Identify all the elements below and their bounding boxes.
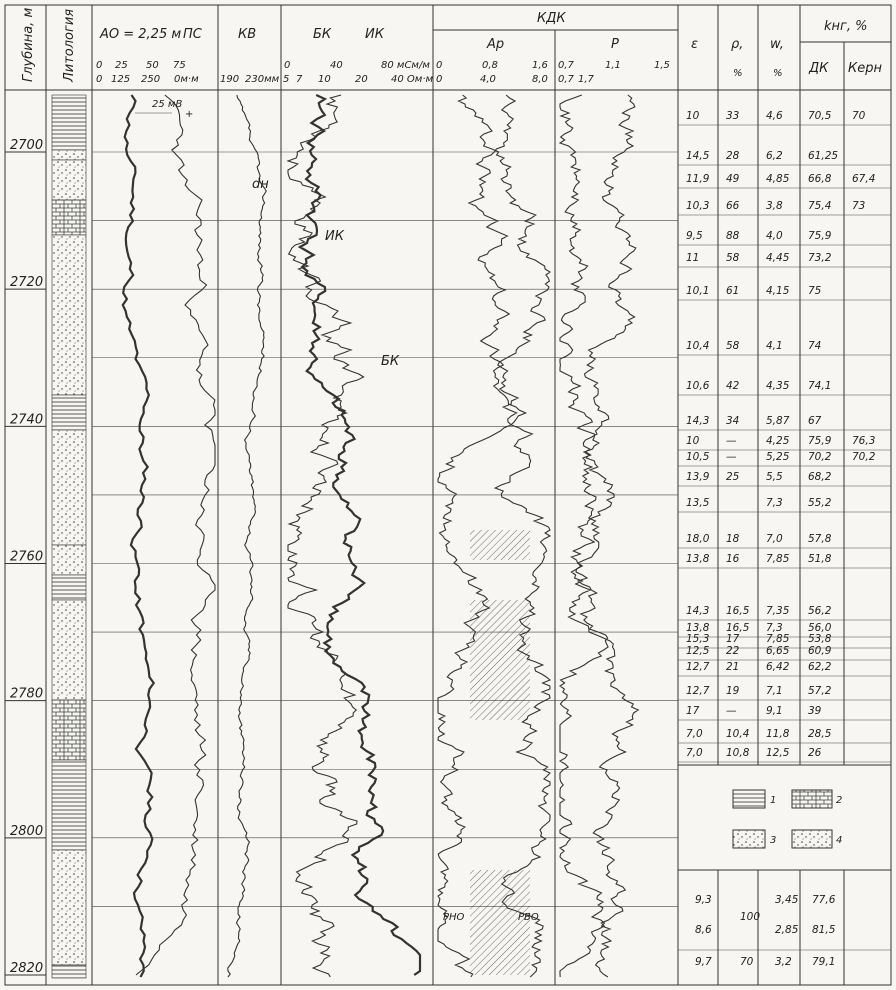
sp-tick: 250 — [141, 74, 161, 85]
depth-tick-label: 2800 — [10, 823, 44, 839]
dk-header: ДК — [809, 61, 829, 76]
table-row — [678, 728, 891, 743]
cell-rho: 70 — [740, 956, 754, 968]
cell-eps: 10,6 — [686, 380, 710, 392]
kern-header: Керн — [848, 61, 882, 76]
cell-eps: 11 — [686, 252, 700, 264]
ik-title: ИК — [365, 27, 384, 42]
sp-tick: 75 — [173, 60, 186, 71]
cell-dk: 57,8 — [808, 533, 832, 545]
bkik-tick: 7 — [296, 74, 303, 85]
bottom-table-row — [695, 956, 835, 968]
cell-eps: 18,0 — [686, 533, 710, 545]
cell-rho: — — [726, 451, 737, 463]
cell-w: 4,85 — [766, 173, 790, 185]
kng-header: kнг, % — [824, 19, 868, 34]
rvo-label: РВО — [518, 912, 539, 923]
cell-w: 7,1 — [766, 685, 783, 697]
w-header: w, — [770, 37, 784, 52]
rno-label: РНО — [443, 912, 465, 923]
cell-dk: 53,8 — [808, 633, 832, 645]
cell-rho: 33 — [726, 110, 740, 122]
cell-dk: 75,9 — [808, 230, 832, 242]
depth-tick-label: 2820 — [10, 961, 44, 976]
lithology-layer — [52, 160, 86, 200]
cell-w: 7,85 — [766, 633, 790, 645]
depth-labels — [10, 138, 43, 976]
sp-scale-top — [96, 60, 186, 71]
bkik-tick: 20 — [355, 74, 368, 85]
p-tick: 1,1 — [605, 60, 621, 71]
sp-title: АО = 2,25 м — [100, 27, 182, 42]
cell-dk: 70,5 — [808, 110, 832, 122]
bkik-scale-bottom — [283, 74, 433, 85]
lithology-layer — [52, 430, 86, 545]
legend-label-2: 2 — [836, 795, 843, 806]
sp-tick: 0 — [96, 60, 103, 71]
cell-eps: 13,8 — [686, 622, 710, 634]
p-curve-2 — [560, 95, 638, 977]
ar-tick: 1,6 — [532, 60, 548, 71]
cell-rho: 22 — [726, 645, 740, 657]
cell-eps: 7,0 — [686, 728, 703, 740]
table-row — [678, 200, 891, 215]
cell-rho: 42 — [726, 380, 740, 392]
bottom-table-row — [695, 894, 836, 923]
cal-dn-label: dн — [252, 177, 269, 192]
cell-eps: 10,5 — [686, 451, 710, 463]
p-tick: 1,5 — [654, 60, 670, 71]
cell-w: 6,42 — [766, 661, 790, 673]
cell-w: 7,0 — [766, 533, 783, 545]
cell-dk: 39 — [808, 705, 822, 717]
cell-kern: 76,3 — [852, 435, 876, 447]
sp-plus: + — [185, 109, 194, 120]
cell-w: 7,3 — [766, 622, 783, 634]
resistivity-ao-curve — [136, 95, 215, 975]
table-row — [678, 645, 891, 660]
ar-tick: 4,0 — [480, 74, 496, 85]
caliper-curve — [228, 95, 266, 977]
cell-w: 7,85 — [766, 553, 790, 565]
cell-eps: 14,5 — [686, 150, 710, 162]
cell-eps: 11,9 — [686, 173, 710, 185]
sp-curve — [123, 95, 154, 977]
p-tick: 1,7 — [578, 74, 594, 85]
cell-rho: 66 — [726, 200, 740, 212]
legend-swatch-2 — [792, 790, 832, 808]
cell-eps: 13,5 — [686, 497, 710, 509]
p-tick: 0,7 — [558, 60, 574, 71]
cell-dk: 56,2 — [808, 605, 832, 617]
cell-eps: 10,3 — [686, 200, 710, 212]
cell-dk: 75,4 — [808, 200, 832, 212]
depth-tick-label: 2780 — [10, 686, 44, 702]
ar-tick: 8,0 — [532, 74, 548, 85]
cell-eps: 10,1 — [686, 285, 710, 297]
legend-swatch-1 — [733, 790, 765, 808]
sp-tick: 0 — [96, 74, 103, 85]
cell-w: 4,35 — [766, 380, 790, 392]
cell-dk: 28,5 — [808, 728, 832, 740]
lithology-column — [52, 95, 86, 978]
cell-dk: 75 — [808, 285, 822, 297]
cell-dk: 51,8 — [808, 553, 832, 565]
cell-w: 4,0 — [766, 230, 783, 242]
cell-rho: 58 — [726, 340, 740, 352]
lithology-layer — [52, 760, 86, 850]
lithology-layer — [52, 150, 86, 160]
cell-w: 3,2 — [775, 956, 792, 968]
cell-w: 7,3 — [766, 497, 783, 509]
lithology-header: Литология — [62, 8, 77, 82]
lithology-layer — [52, 700, 86, 760]
cell-dk: 74,1 — [808, 380, 832, 392]
legend-swatch-4 — [792, 830, 832, 848]
sp-mv-label: 25 мВ — [152, 99, 183, 110]
cell-w: 3,45 — [775, 894, 799, 906]
cell-dk: 61,25 — [808, 150, 839, 162]
legend-label-1: 1 — [770, 795, 777, 806]
lithology-layer — [52, 95, 86, 150]
depth-header: Глубина, м — [21, 7, 36, 82]
rho-unit: % — [733, 68, 743, 79]
sp-scale-bottom — [96, 74, 199, 85]
cell-rho: 88 — [726, 230, 740, 242]
lithology-layer — [52, 395, 86, 430]
table-row — [678, 110, 891, 125]
cell-eps: 9,3 — [695, 894, 712, 906]
lithology-layer — [52, 200, 86, 235]
cal-tick: 190 — [220, 74, 240, 85]
rho-header: ρ, — [731, 37, 744, 52]
table-row — [678, 685, 891, 700]
cell-dk: 74 — [808, 340, 822, 352]
cell-w: 12,5 — [766, 747, 790, 759]
cell-rho: 34 — [726, 415, 740, 427]
cell-kern: 70,2 — [852, 451, 876, 463]
table-row — [678, 435, 891, 450]
cell-rho: 25 — [726, 471, 740, 483]
lithology-layer — [52, 850, 86, 965]
table-row — [678, 451, 891, 466]
cell-eps: 7,0 — [686, 747, 703, 759]
ar-scale-top — [436, 60, 548, 71]
p-title: Р — [611, 37, 619, 52]
cell-dk: 60,9 — [808, 645, 832, 657]
cell-dk: 79,1 — [812, 956, 836, 968]
ar-tick: 0 — [436, 74, 443, 85]
cell-eps: 10 — [686, 110, 700, 122]
cell-w: 11,8 — [766, 728, 790, 740]
table-row — [678, 230, 891, 245]
cell-rho: 61 — [726, 285, 740, 297]
table-row — [678, 497, 891, 512]
depth-tick-label: 2740 — [10, 412, 44, 428]
cal-tick: 230мм — [245, 74, 280, 85]
cell-rho: 21 — [726, 661, 740, 673]
cell-rho: 16,5 — [726, 622, 750, 634]
cell-rho: 10,4 — [726, 728, 750, 740]
cell-dk: 56,0 — [808, 622, 832, 634]
lithology-layer — [52, 545, 86, 575]
cell-w: 5,87 — [766, 415, 790, 427]
table-row — [678, 705, 891, 720]
hatched-zone — [470, 600, 530, 720]
legend-swatch-3 — [733, 830, 765, 848]
cal-title: КВ — [238, 27, 257, 42]
bkik-tick: 80 мСм/м — [381, 60, 430, 71]
table-row — [678, 661, 891, 676]
ik-curve — [300, 95, 420, 975]
lithology-layer — [52, 575, 86, 600]
cell-dk: 55,2 — [808, 497, 832, 509]
table-row — [678, 380, 891, 395]
cell-rho: 10,8 — [726, 747, 750, 759]
cell-eps: 8,6 — [695, 924, 712, 936]
cell-dk: 67 — [808, 415, 822, 427]
lithology-layer — [52, 965, 86, 978]
p-scale-bottom — [558, 74, 595, 85]
table-row — [678, 553, 891, 568]
depth-gridlines — [5, 152, 678, 975]
table-row — [678, 150, 891, 165]
cell-dk: 70,2 — [808, 451, 832, 463]
bkik-tick: 0 — [284, 60, 291, 71]
cell-w: 4,6 — [766, 110, 783, 122]
cell-eps: 9,5 — [686, 230, 703, 242]
cell-rho: — — [726, 435, 737, 447]
depth-tick-label: 2760 — [10, 549, 44, 565]
ar-scale-bottom — [436, 74, 548, 85]
bkik-tick: 5 — [283, 74, 290, 85]
cell-w: 6,2 — [766, 150, 783, 162]
p-scale-top — [558, 60, 670, 71]
log-curves — [123, 95, 639, 977]
cell-eps: 15,3 — [686, 633, 710, 645]
cell-w: 6,65 — [766, 645, 790, 657]
cell-rho: 28 — [726, 150, 740, 162]
cell-eps: 14,3 — [686, 605, 710, 617]
cell-eps: 13,8 — [686, 553, 710, 565]
cell-rho: 49 — [726, 173, 740, 185]
table-row — [678, 173, 891, 188]
depth-tick-label: 2720 — [10, 275, 44, 291]
cell-dk: 68,2 — [808, 471, 832, 483]
cell-eps: 12,7 — [686, 685, 710, 697]
cell-dk: 26 — [808, 747, 822, 759]
sp-tick: 25 — [115, 60, 128, 71]
cell-dk: 73,2 — [808, 252, 832, 264]
cell-rho: 17 — [726, 633, 740, 645]
cell-dk: 81,5 — [812, 924, 836, 936]
cell-eps: 14,3 — [686, 415, 710, 427]
cell-w: 5,5 — [766, 471, 783, 483]
bk-curve — [288, 95, 364, 977]
p-tick: 0,7 — [558, 74, 574, 85]
cell-rho: 16 — [726, 553, 740, 565]
cell-dk: 62,2 — [808, 661, 832, 673]
cell-eps: 17 — [686, 705, 700, 717]
cell-dk: 66,8 — [808, 173, 832, 185]
bk-curve-label: БК — [381, 354, 400, 369]
p-curve-1 — [560, 95, 614, 977]
data-table — [678, 110, 891, 968]
table-row — [678, 340, 891, 355]
cell-eps: 12,5 — [686, 645, 710, 657]
ar-tick: 0,8 — [482, 60, 498, 71]
cell-w: 4,1 — [766, 340, 783, 352]
cell-w: 5,25 — [766, 451, 790, 463]
kdk-title: КДК — [537, 11, 566, 26]
sp-tick: 125 — [111, 74, 131, 85]
ar-title: Ар — [487, 37, 505, 52]
bkik-tick: 40 — [330, 60, 343, 71]
table-row — [678, 533, 891, 548]
cell-rho: 19 — [726, 685, 740, 697]
cell-kern: 73 — [852, 200, 866, 212]
table-row — [678, 605, 891, 620]
cell-kern: 67,4 — [852, 173, 876, 185]
table-row — [678, 415, 891, 430]
ar-tick: 0 — [436, 60, 443, 71]
cell-w: 4,25 — [766, 435, 790, 447]
cell-eps: 10 — [686, 435, 700, 447]
cell-kern: 70 — [852, 110, 866, 122]
cell-w: 7,35 — [766, 605, 790, 617]
hatched-zone — [470, 530, 530, 560]
lithology-layer — [52, 235, 86, 395]
cell-w: 4,15 — [766, 285, 790, 297]
cell-rho: 16,5 — [726, 605, 750, 617]
cell-rho: 100 — [740, 911, 761, 923]
cell-eps: 9,7 — [695, 956, 712, 968]
sp-code: ПС — [183, 27, 202, 42]
cell-eps: 10,4 — [686, 340, 710, 352]
bkik-tick: 10 — [318, 74, 331, 85]
bkik-scale-top — [284, 60, 430, 71]
legend — [733, 790, 842, 848]
cell-rho: 58 — [726, 252, 740, 264]
bottom-table-row — [695, 924, 836, 936]
cell-w: 9,1 — [766, 705, 783, 717]
table-row — [678, 285, 891, 300]
cell-rho: 18 — [726, 533, 740, 545]
table-row — [678, 747, 891, 762]
lithology-layer — [52, 600, 86, 700]
cell-w: 3,8 — [766, 200, 783, 212]
eps-header: ε — [691, 37, 699, 52]
legend-label-4: 4 — [836, 835, 843, 846]
bkik-tick: 40 Ом·м — [391, 74, 434, 85]
cell-dk: 75,9 — [808, 435, 832, 447]
bk-title: БК — [313, 27, 332, 42]
depth-tick-label: 2700 — [10, 138, 44, 153]
cell-dk: 77,6 — [812, 894, 836, 906]
sp-tick: 50 — [146, 60, 159, 71]
cell-eps: 13,9 — [686, 471, 710, 483]
legend-label-3: 3 — [770, 835, 777, 846]
ik-curve-label: ИК — [325, 229, 344, 244]
cell-rho: — — [726, 705, 737, 717]
table-row — [678, 471, 891, 486]
cell-w: 4,45 — [766, 252, 790, 264]
cell-w: 2,85 — [775, 924, 799, 936]
table-row — [678, 252, 891, 267]
sp-tick: 0м·м — [174, 74, 199, 85]
w-unit: % — [773, 68, 783, 79]
cell-dk: 57,2 — [808, 685, 832, 697]
cell-eps: 12,7 — [686, 661, 710, 673]
